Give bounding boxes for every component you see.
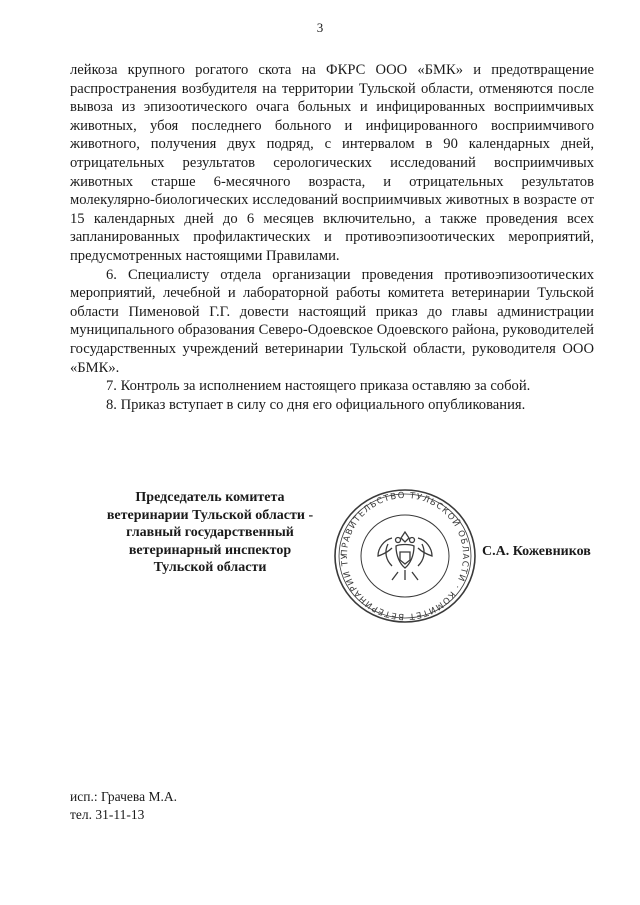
signer-name: С.А. Кожевников bbox=[482, 544, 591, 559]
double-headed-eagle-icon bbox=[378, 532, 432, 580]
seal-ring-text: ПРАВИТЕЛЬСТВО ТУЛЬСКОЙ ОБЛАСТИ · КОМИТЕТ ВЕТЕРИНАРИИ ТУ bbox=[339, 490, 471, 622]
executor-name: исп.: Грачева М.А. bbox=[70, 789, 177, 804]
signer-position-line: Председатель комитета bbox=[135, 490, 285, 505]
signer-position-line: Тульской области bbox=[153, 560, 267, 575]
executor-footer bbox=[70, 788, 177, 824]
signer-position-line: ветеринарии Тульской области - bbox=[106, 507, 314, 523]
document-body bbox=[70, 61, 594, 414]
paragraph-item-6: 6. Специалисту отдела организации проведения противоэпизоотических мероприятий, лечебной и лабораторной работы комитета ветеринарии Тульской области Пименовой Г.Г. довести настоящий приказ до главы администрации муниципального образования Северо-Одоевское Одоевского района, руководителей государственных учреждений ветеринарии Тульской области, руководителя ООО «БМК». bbox=[70, 266, 594, 376]
signer-position-line: ветеринарный инспектор bbox=[128, 542, 292, 558]
signer-position bbox=[90, 489, 330, 577]
paragraph-item-7: 7. Контроль за исполнением настоящего приказа оставляю за собой. bbox=[106, 378, 531, 395]
paragraph-item-8: 8. Приказ вступает в силу со дня его официального опубликования. bbox=[106, 396, 526, 413]
signature-block bbox=[0, 486, 640, 626]
page-number: 3 bbox=[316, 20, 324, 35]
seal-inner-ring bbox=[361, 515, 449, 597]
signer-position-line: главный государственный bbox=[126, 525, 294, 540]
executor-phone: тел. 31-11-13 bbox=[70, 807, 145, 822]
official-seal-stamp bbox=[330, 486, 480, 626]
seal-outer-ring bbox=[335, 490, 475, 622]
paragraph-continued: лейкоза крупного рогатого скота на ФКРС ООО «БМК» и предотвращение распространения возбудителя на территории Тульской области, отменяются после вывоза из эпизоотического очага больных и инфицированных восприимчивых животных, убоя последнего больного и инфицированного восприимчивого животного, получения двух подряд, с интервалом в 90 календарных дней, отрицательных результатов серологических исследований восприимчивых животных старше 6-месячного возраста, и отрицательных результатов молекулярно-биологических исследований восприимчивых животных в возрасте от 15 календарных дней до 6 месяцев включительно, а также проведения всех запланированных профилактических и противоэпизоотических мероприятий, предусмотренных настоящими Правилами. bbox=[70, 62, 594, 264]
seal-graphic bbox=[330, 486, 480, 626]
